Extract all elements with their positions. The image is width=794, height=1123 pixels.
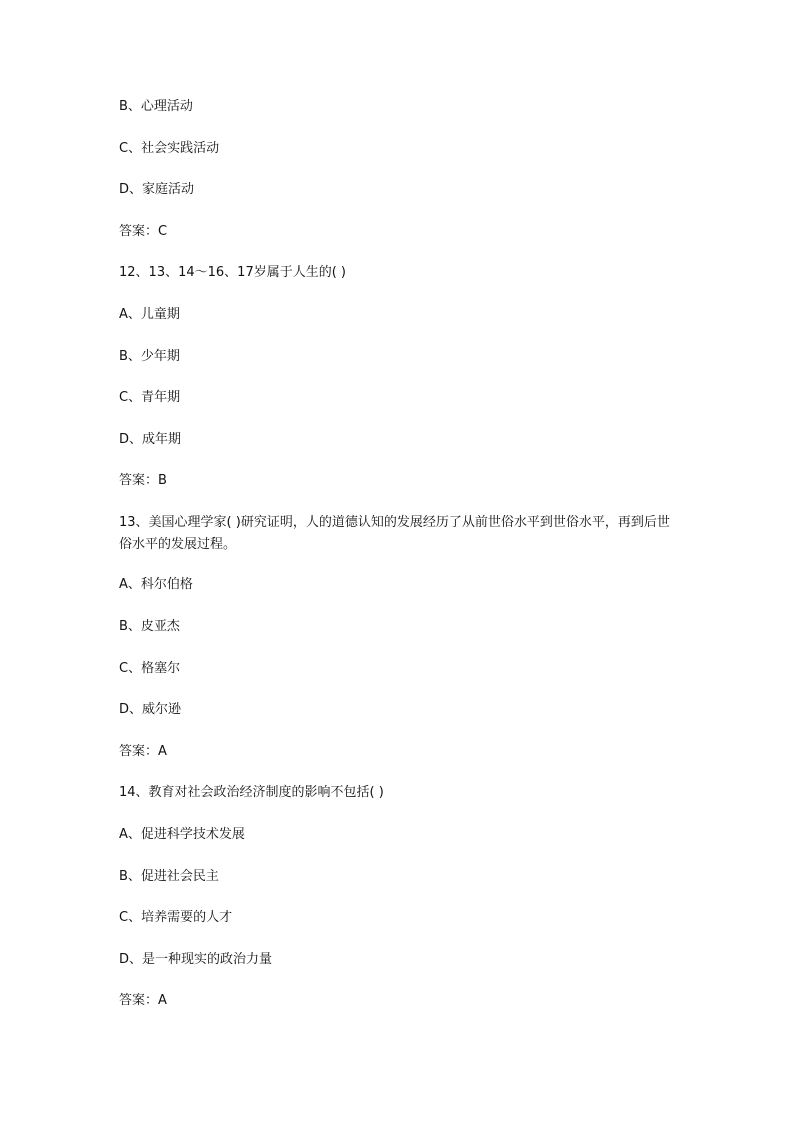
q11-answer: 答案：C (119, 224, 168, 239)
q12-option-b: B、少年期 (119, 349, 180, 364)
q13-option-c: C、格塞尔 (119, 661, 181, 676)
q12-answer: 答案：B (119, 473, 167, 488)
q11-option-b: B、心理活动 (119, 99, 193, 114)
q13-answer: 答案：A (119, 744, 167, 759)
q14-option-d: D、是一种现实的政治力量 (119, 952, 273, 967)
q12-question: 12、13、14～16、17岁属于人生的( ) (119, 265, 346, 280)
q11-option-c: C、社会实践活动 (119, 141, 220, 156)
q14-answer: 答案：A (119, 993, 167, 1008)
q13-option-b: B、皮亚杰 (119, 619, 180, 634)
q12-option-c: C、青年期 (119, 390, 181, 405)
q13-question: 13、美国心理学家( )研究证明，人的道德认知的发展经历了从前世俗水平到世俗水平，再到后世俗水平的发展过程。 (119, 515, 670, 552)
q12-option-d: D、成年期 (119, 432, 182, 447)
q14-option-a: A、促进科学技术发展 (119, 827, 245, 842)
q14-question: 14、教育对社会政治经济制度的影响不包括( ) (119, 785, 384, 800)
q14-option-b: B、促进社会民主 (119, 869, 219, 884)
q14-option-c: C、培养需要的人才 (119, 910, 233, 925)
q12-option-a: A、儿童期 (119, 307, 180, 322)
q13-option-a: A、科尔伯格 (119, 577, 193, 592)
q13-option-d: D、威尔逊 (119, 702, 182, 717)
q11-option-d: D、家庭活动 (119, 182, 195, 197)
